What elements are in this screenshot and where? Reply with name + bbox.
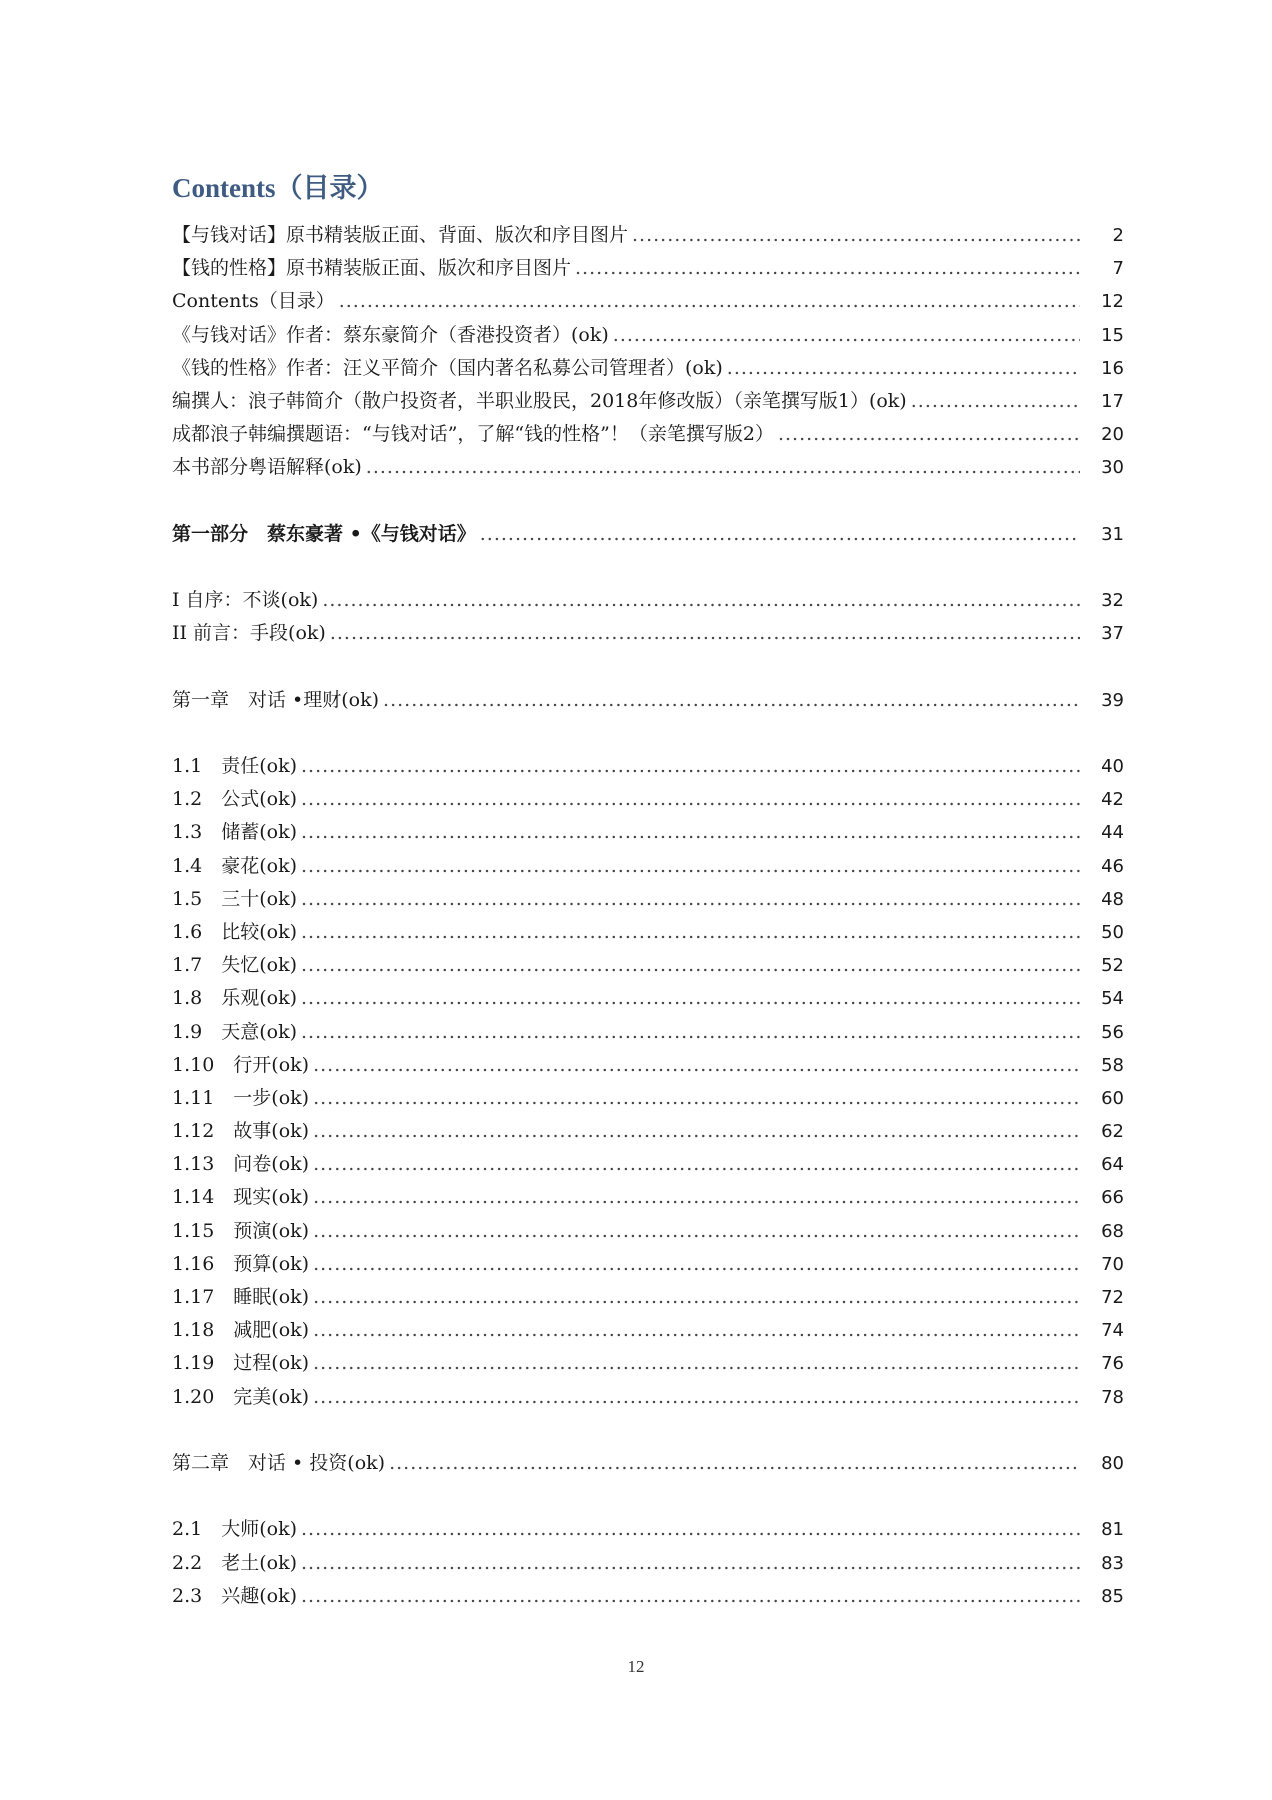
toc-entry-page: 72 bbox=[1101, 1287, 1124, 1308]
toc-entry-label: 2.1 大师(ok) bbox=[172, 1518, 297, 1541]
toc-entry-page: 7 bbox=[1112, 258, 1124, 280]
dot-leader bbox=[313, 1082, 1080, 1115]
toc-entry[interactable] bbox=[172, 252, 1124, 285]
dot-leader bbox=[330, 617, 1080, 650]
toc-entry-page: 46 bbox=[1101, 855, 1124, 877]
dot-leader bbox=[632, 219, 1080, 252]
toc-entry-page: 39 bbox=[1101, 689, 1124, 711]
dot-leader bbox=[301, 750, 1080, 783]
toc-entry-label: 1.11 一步(ok) bbox=[172, 1086, 310, 1109]
toc-entry-label: 1.15 预演(ok) bbox=[172, 1219, 310, 1242]
toc-part-heading[interactable] bbox=[172, 518, 1124, 551]
toc-entry-page: 40 bbox=[1101, 756, 1124, 777]
toc-entry-label: 1.6 比较(ok) bbox=[172, 920, 297, 943]
dot-leader bbox=[313, 1314, 1080, 1347]
toc-chapter-heading[interactable] bbox=[172, 684, 1124, 717]
toc-entry-page: 2 bbox=[1112, 225, 1124, 246]
toc-entry-label: 1.2 公式(ok) bbox=[172, 788, 297, 811]
dot-leader bbox=[313, 1347, 1080, 1380]
toc-entry[interactable] bbox=[172, 949, 1124, 982]
dot-leader bbox=[301, 1513, 1080, 1546]
dot-leader bbox=[301, 883, 1080, 916]
toc-entry-label: 1.20 完美(ok) bbox=[172, 1385, 310, 1408]
dot-leader bbox=[301, 949, 1080, 982]
dot-leader bbox=[313, 1381, 1080, 1414]
dot-leader bbox=[301, 850, 1080, 883]
dot-leader bbox=[313, 1281, 1080, 1314]
toc-chapter-heading[interactable] bbox=[172, 1447, 1124, 1480]
toc-entry-page: 80 bbox=[1101, 1452, 1124, 1474]
dot-leader bbox=[383, 684, 1080, 717]
toc-entry[interactable] bbox=[172, 1181, 1124, 1214]
toc-entry[interactable] bbox=[172, 219, 1124, 252]
toc-entry[interactable] bbox=[172, 418, 1124, 451]
toc-entry[interactable] bbox=[172, 783, 1124, 816]
toc-entry[interactable] bbox=[172, 319, 1124, 352]
toc-entry-page: 70 bbox=[1101, 1253, 1124, 1275]
toc-entry-label: II 前言：手段(ok) bbox=[172, 622, 326, 645]
toc-entry[interactable] bbox=[172, 1148, 1124, 1181]
dot-leader bbox=[313, 1181, 1080, 1214]
dot-leader bbox=[301, 1547, 1080, 1580]
toc-entry-page: 31 bbox=[1101, 523, 1124, 545]
dot-leader bbox=[313, 1049, 1080, 1082]
section-gap bbox=[172, 650, 1124, 683]
toc-entry-page: 20 bbox=[1101, 424, 1124, 446]
section-gap bbox=[172, 485, 1124, 518]
toc-entry[interactable] bbox=[172, 883, 1124, 916]
toc-entry-page: 60 bbox=[1101, 1087, 1124, 1109]
dot-leader bbox=[301, 816, 1080, 849]
toc-entry[interactable] bbox=[172, 916, 1124, 949]
toc-entry-label: 1.17 睡眠(ok) bbox=[172, 1286, 310, 1308]
toc-entry[interactable] bbox=[172, 1082, 1124, 1115]
toc-entry-page: 78 bbox=[1101, 1386, 1124, 1408]
toc-entry[interactable] bbox=[172, 1381, 1124, 1414]
toc-entry[interactable] bbox=[172, 285, 1124, 318]
dot-leader bbox=[301, 1580, 1080, 1613]
toc-entry-label: 1.4 豪花(ok) bbox=[172, 854, 297, 877]
dot-leader bbox=[301, 982, 1080, 1015]
dot-leader bbox=[366, 451, 1080, 484]
toc-entry-label: 1.5 三十(ok) bbox=[172, 887, 297, 910]
toc-entry-page: 74 bbox=[1101, 1320, 1124, 1342]
toc-entry-label: 1.16 预算(ok) bbox=[172, 1252, 310, 1275]
toc-entry-page: 58 bbox=[1101, 1054, 1124, 1076]
toc-entry-label: 1.9 天意(ok) bbox=[172, 1020, 297, 1043]
toc-entry-label: 1.1 责任(ok) bbox=[172, 755, 297, 777]
dot-leader bbox=[322, 584, 1080, 617]
toc-entry-page: 62 bbox=[1101, 1121, 1124, 1143]
dot-leader bbox=[339, 285, 1080, 318]
toc-entry-label: 第二章 对话 • 投资(ok) bbox=[172, 1451, 386, 1474]
toc-entry[interactable] bbox=[172, 1547, 1124, 1580]
toc-entry-label: 成都浪子韩编撰题语：“与钱对话”，了解“钱的性格”！（亲笔撰写版2） bbox=[172, 423, 774, 446]
toc-entry-label: 1.14 现实(ok) bbox=[172, 1186, 310, 1209]
dot-leader bbox=[727, 352, 1080, 385]
toc-entry[interactable] bbox=[172, 816, 1124, 849]
dot-leader bbox=[313, 1248, 1080, 1281]
toc-entry-label: 2.2 老土(ok) bbox=[172, 1551, 297, 1574]
toc-entry-page: 32 bbox=[1101, 590, 1124, 612]
toc-entry[interactable] bbox=[172, 584, 1124, 617]
toc-entry-label: 本书部分粤语解释(ok) bbox=[172, 456, 362, 479]
toc-entry-page: 56 bbox=[1101, 1021, 1124, 1043]
toc-entry-page: 30 bbox=[1101, 457, 1124, 479]
toc-entry-label: 《钱的性格》作者：汪义平简介（国内著名私募公司管理者）(ok) bbox=[172, 356, 723, 379]
toc-entry-label: 第一部分 蔡东豪著 •《与钱对话》 bbox=[172, 522, 476, 545]
dot-leader bbox=[313, 1215, 1080, 1248]
toc-entry-label: 1.12 故事(ok) bbox=[172, 1120, 310, 1143]
toc-entry-label: 1.13 问卷(ok) bbox=[172, 1153, 310, 1176]
toc-entry-page: 54 bbox=[1101, 988, 1124, 1010]
toc-entry-label: 1.19 过程(ok) bbox=[172, 1352, 310, 1375]
section-gap bbox=[172, 1480, 1124, 1513]
toc-entry[interactable] bbox=[172, 850, 1124, 883]
toc-entry-page: 48 bbox=[1101, 888, 1124, 910]
dot-leader bbox=[911, 385, 1080, 418]
toc-entry[interactable] bbox=[172, 385, 1124, 418]
toc-entry-page: 37 bbox=[1101, 623, 1124, 645]
toc-entry-page: 17 bbox=[1101, 390, 1124, 412]
toc-entry-page: 12 bbox=[1101, 291, 1124, 313]
section-gap bbox=[172, 1414, 1124, 1447]
dot-leader bbox=[313, 1148, 1080, 1181]
section-gap bbox=[172, 717, 1124, 750]
toc-entry-page: 81 bbox=[1101, 1519, 1124, 1541]
toc-entry-page: 76 bbox=[1101, 1353, 1124, 1375]
toc-entry[interactable] bbox=[172, 1248, 1124, 1281]
dot-leader bbox=[389, 1447, 1080, 1480]
toc-entry[interactable] bbox=[172, 1016, 1124, 1049]
toc-entry-page: 15 bbox=[1101, 324, 1124, 346]
toc-entry-page: 42 bbox=[1101, 789, 1124, 811]
toc-entry-page: 50 bbox=[1101, 921, 1124, 943]
toc-entry-label: 1.18 减肥(ok) bbox=[172, 1319, 310, 1342]
toc-entry[interactable] bbox=[172, 451, 1124, 484]
dot-leader bbox=[575, 252, 1080, 285]
toc-entry[interactable] bbox=[172, 1580, 1124, 1613]
toc-entry-label: 【钱的性格】原书精装版正面、版次和序目图片 bbox=[172, 257, 572, 280]
toc-entry-label: 1.10 行开(ok) bbox=[172, 1053, 310, 1076]
toc-entry-page: 83 bbox=[1101, 1552, 1124, 1574]
toc-entry[interactable] bbox=[172, 982, 1124, 1015]
dot-leader bbox=[313, 1115, 1080, 1148]
toc-entry-label: 第一章 对话 •理财(ok) bbox=[172, 688, 380, 711]
toc-entry[interactable] bbox=[172, 1513, 1124, 1546]
toc-entry-page: 52 bbox=[1101, 955, 1124, 977]
toc-entry[interactable] bbox=[172, 1115, 1124, 1148]
toc-entry-label: I 自序：不谈(ok) bbox=[172, 589, 319, 612]
dot-leader bbox=[613, 319, 1080, 352]
dot-leader bbox=[480, 518, 1080, 551]
toc-entry-page: 68 bbox=[1101, 1220, 1124, 1242]
toc-entry-page: 44 bbox=[1101, 822, 1124, 844]
dot-leader bbox=[301, 916, 1080, 949]
toc-entry[interactable] bbox=[172, 1049, 1124, 1082]
toc-entry-label: 1.7 失忆(ok) bbox=[172, 954, 297, 977]
dot-leader bbox=[778, 418, 1080, 451]
toc-entry-label: 1.3 储蓄(ok) bbox=[172, 821, 297, 844]
toc-entry-label: 2.3 兴趣(ok) bbox=[172, 1584, 297, 1607]
toc-entry-label: 编撰人：浪子韩简介（散户投资者，半职业股民，2018年修改版）（亲笔撰写版1）(ok) bbox=[172, 389, 907, 412]
toc-entry-label: Contents（目录） bbox=[172, 290, 335, 313]
table-of-contents bbox=[172, 219, 1124, 1613]
contents-title: Contents（目录） bbox=[172, 173, 384, 203]
toc-entry-label: 1.8 乐观(ok) bbox=[172, 987, 297, 1010]
toc-entry[interactable] bbox=[172, 617, 1124, 650]
toc-entry-page: 16 bbox=[1101, 357, 1124, 379]
toc-entry-page: 64 bbox=[1101, 1154, 1124, 1176]
toc-entry[interactable] bbox=[172, 1314, 1124, 1347]
toc-entry[interactable] bbox=[172, 352, 1124, 385]
toc-entry-label: 【与钱对话】原书精装版正面、背面、版次和序目图片 bbox=[172, 224, 629, 246]
page-number: 12 bbox=[627, 1657, 645, 1676]
dot-leader bbox=[301, 1016, 1080, 1049]
toc-entry-label: 《与钱对话》作者：蔡东豪简介（香港投资者）(ok) bbox=[172, 323, 609, 346]
toc-entry[interactable] bbox=[172, 1215, 1124, 1248]
toc-entry-page: 66 bbox=[1101, 1187, 1124, 1209]
toc-entry[interactable] bbox=[172, 1281, 1124, 1314]
toc-entry[interactable] bbox=[172, 750, 1124, 783]
toc-entry[interactable] bbox=[172, 1347, 1124, 1380]
section-gap bbox=[172, 551, 1124, 584]
dot-leader bbox=[301, 783, 1080, 816]
toc-entry-page: 85 bbox=[1101, 1585, 1124, 1607]
